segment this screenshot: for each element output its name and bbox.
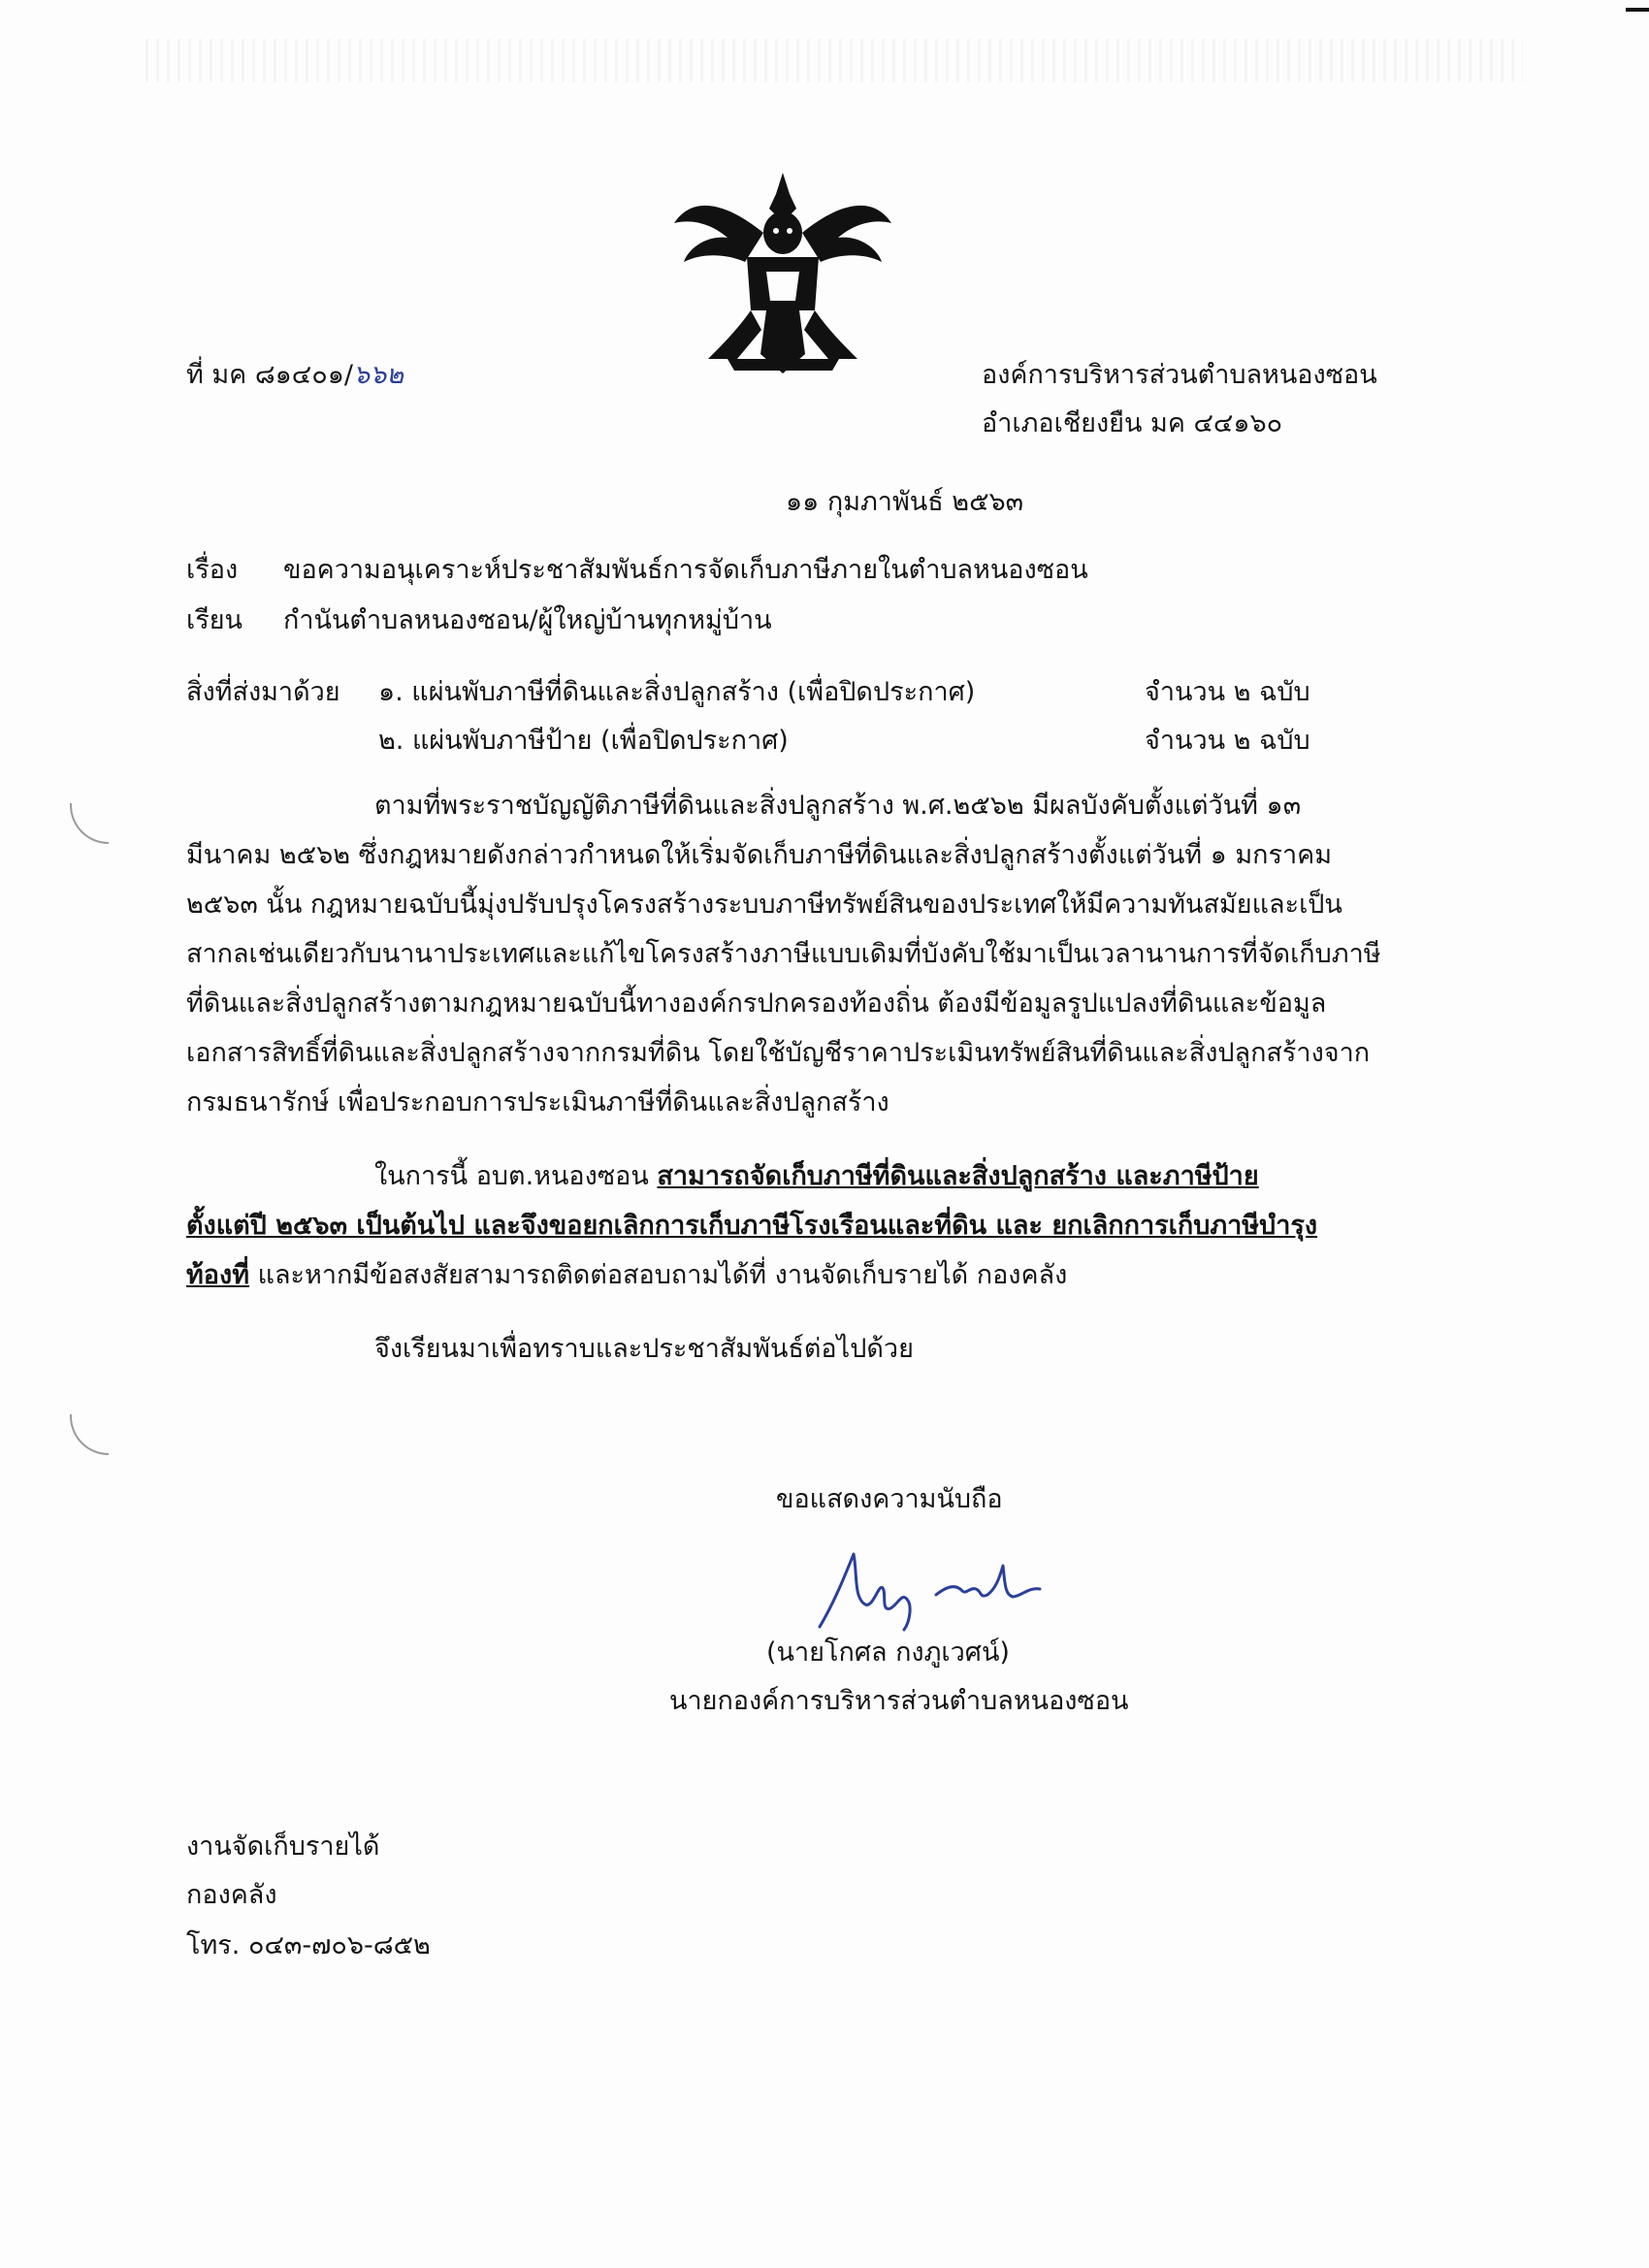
body-p3: จึงเรียนมาเพื่อทราบและประชาสัมพันธ์ต่อไปด้วย: [374, 1334, 914, 1364]
body-p2-line2: [186, 1211, 1317, 1242]
body-p1-line: มีนาคม ๒๕๖๒ ซึ่งกฎหมายดังกล่าวกำหนดให้เริ่มจัดเก็บภาษีที่ดินและสิ่งปลูกสร้างตั้งแต่วันที่ ๑ มกราคม: [186, 840, 1333, 870]
reference-prefix: ที่ มค ๘๑๔๐๑/: [186, 360, 353, 390]
sender-org: องค์การบริหารส่วนตำบลหนองซอน: [982, 360, 1377, 390]
body-p2-plain: และหากมีข้อสงสัยสามารถติดต่อสอบถามได้ที่ งานจัดเก็บรายได้ กองคลัง: [249, 1260, 1068, 1290]
body-p2-line3: [186, 1260, 1067, 1291]
body-p1-line: เอกสารสิทธิ์ที่ดินและสิ่งปลูกสร้างจากกรมที่ดิน โดยใช้บัญชีราคาประเมินทรัพย์สินที่ดินและสิ่งปลูกสร้างจาก: [186, 1038, 1371, 1068]
enclosure-item-2-qty: จำนวน ๒ ฉบับ: [1145, 726, 1310, 756]
body-p2-emphasis: ตั้งแต่ปี ๒๕๖๓ เป็นต้นไป และจึงขอยกเลิกการเก็บภาษีโรงเรือนและที่ดิน และ ยกเลิกการเก็บภาษีบำรุง: [186, 1211, 1318, 1241]
reference-handwritten-number: ๖๖๒: [352, 360, 404, 390]
enclosure-item-2: ๒. แผ่นพับภาษีป้าย (เพื่อปิดประกาศ): [378, 726, 789, 756]
signature-image: [815, 1544, 1057, 1632]
subject-text: ขอความอนุเคราะห์ประชาสัมพันธ์การจัดเก็บภาษีภายในตำบลหนองซอน: [283, 555, 1088, 585]
recipient-text: กำนันตำบลหนองซอน/ผู้ใหญ่บ้านทุกหมู่บ้าน: [283, 605, 772, 635]
body-p1-line: สากลเช่นเดียวกับนานาประเทศและแก้ไขโครงสร้างภาษีแบบเดิมที่บังคับใช้มาเป็นเวลานานการที่จัดเก็บภาษี: [186, 939, 1381, 969]
footer-telephone: โทร. ๐๔๓-๗๐๖-๘๕๒: [186, 1930, 431, 1960]
letter-date: ๑๑ กุมภาพันธ์ ๒๕๖๓: [786, 487, 1024, 517]
recipient-label: เรียน: [186, 605, 243, 635]
body-p2-emphasis: ท้องที่: [186, 1260, 249, 1290]
punch-hole-mark: [70, 803, 109, 844]
punch-hole-mark: [70, 1414, 109, 1455]
body-p2-plain: ในการนี้ อบต.หนองซอน: [374, 1161, 658, 1191]
garuda-emblem-icon: [669, 165, 897, 388]
closing-salutation: ขอแสดงความนับถือ: [776, 1484, 1003, 1514]
body-p2-line1: [374, 1161, 1259, 1192]
scan-edge-mark: [1626, 8, 1649, 12]
body-p1-line: กรมธนารักษ์ เพื่อประกอบการประเมินภาษีที่ดินและสิ่งปลูกสร้าง: [186, 1087, 889, 1118]
footer-division: กองคลัง: [186, 1880, 277, 1910]
signatory-name: (นายโกศล กงภูเวศน์): [766, 1637, 1010, 1668]
body-p2-emphasis: สามารถจัดเก็บภาษีที่ดินและสิ่งปลูกสร้าง และภาษีป้าย: [657, 1161, 1259, 1191]
enclosure-label: สิ่งที่ส่งมาด้วย: [186, 677, 340, 707]
reference-number: [186, 360, 404, 391]
body-p1-line: ตามที่พระราชบัญญัติภาษีที่ดินและสิ่งปลูกสร้าง พ.ศ.๒๕๖๒ มีผลบังคับตั้งแต่วันที่ ๑๓: [374, 791, 1302, 821]
body-p1-line: ๒๕๖๓ นั้น กฎหมายฉบับนี้มุ่งปรับปรุงโครงสร้างระบบภาษีทรัพย์สินของประเทศให้มีความทันสมัยและเป็น: [186, 890, 1342, 920]
sender-address: อำเภอเชียงยืน มค ๔๔๑๖๐: [982, 408, 1283, 438]
scan-noise: [146, 39, 1523, 82]
enclosure-item-1-qty: จำนวน ๒ ฉบับ: [1145, 677, 1310, 707]
footer-department: งานจัดเก็บรายได้: [186, 1831, 380, 1862]
signatory-position: นายกองค์การบริหารส่วนตำบลหนองซอน: [669, 1686, 1129, 1716]
subject-label: เรื่อง: [186, 555, 239, 585]
body-p1-line: ที่ดินและสิ่งปลูกสร้างตามกฎหมายฉบับนี้ทางองค์กรปกครองท้องถิ่น ต้องมีข้อมูลรูปแปลงที่ดินและข้อมูล: [186, 988, 1327, 1019]
enclosure-item-1: ๑. แผ่นพับภาษีที่ดินและสิ่งปลูกสร้าง (เพื่อปิดประกาศ): [378, 677, 976, 707]
